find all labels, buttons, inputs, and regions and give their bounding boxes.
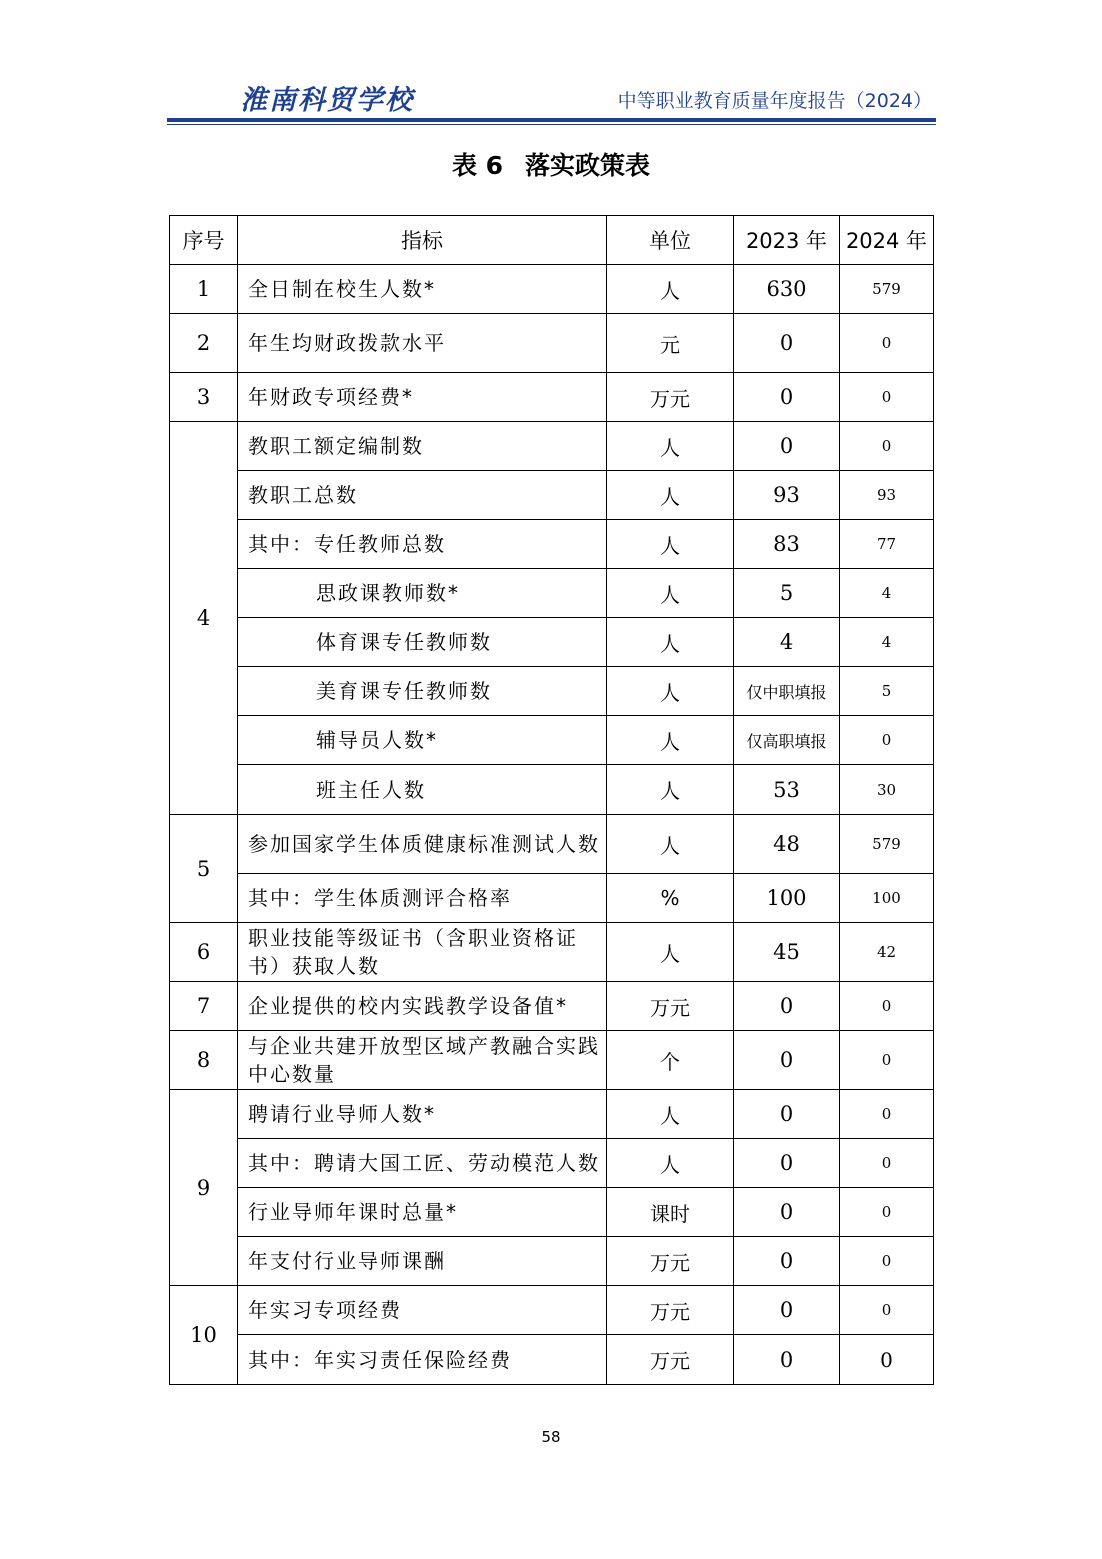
table-row (170, 923, 934, 982)
seq-cell: 8 (170, 1031, 238, 1090)
indicator-cell: 其中：年实习责任保险经费 (238, 1335, 607, 1385)
value-2024-cell: 4 (840, 569, 934, 618)
unit-cell: 人 (607, 667, 734, 716)
value-2023-cell: 630 (734, 265, 840, 314)
seq-cell: 3 (170, 373, 238, 422)
unit-cell: 人 (607, 765, 734, 815)
value-2024-cell: 0 (840, 422, 934, 471)
table-row (170, 265, 934, 314)
unit-cell: 课时 (607, 1188, 734, 1237)
column-header-2023: 2023 年 (734, 216, 840, 265)
unit-cell: 人 (607, 422, 734, 471)
value-2024-cell: 0 (840, 982, 934, 1031)
indicator-cell: 其中：专任教师总数 (238, 520, 607, 569)
unit-cell: 人 (607, 265, 734, 314)
indicator-cell: 美育课专任教师数 (238, 667, 607, 716)
seq-cell: 6 (170, 923, 238, 982)
table-row (170, 520, 934, 569)
indicator-cell: 教职工总数 (238, 471, 607, 520)
table-name: 落实政策表 (525, 151, 651, 180)
table-row (170, 982, 934, 1031)
value-2023-cell: 0 (734, 1139, 840, 1188)
unit-cell: 万元 (607, 373, 734, 422)
value-2024-cell: 579 (840, 265, 934, 314)
table-number: 表 6 (451, 151, 504, 180)
value-2023-cell: 0 (734, 1090, 840, 1139)
unit-cell: 万元 (607, 1237, 734, 1286)
table-row (170, 618, 934, 667)
column-header-seq: 序号 (170, 216, 238, 265)
value-2024-cell: 0 (840, 1031, 934, 1090)
table-row (170, 1335, 934, 1385)
value-2023-cell: 100 (734, 874, 840, 923)
value-2023-cell: 5 (734, 569, 840, 618)
indicator-cell: 企业提供的校内实践教学设备值* (238, 982, 607, 1031)
value-2023-cell: 83 (734, 520, 840, 569)
value-2024-cell: 4 (840, 618, 934, 667)
value-2024-cell: 30 (840, 765, 934, 815)
table-title (0, 146, 1102, 182)
policy-table (169, 215, 934, 1385)
unit-cell: % (607, 874, 734, 923)
page-number: 58 (541, 1428, 561, 1446)
table-row (170, 373, 934, 422)
table-row (170, 1237, 934, 1286)
value-2023-cell: 0 (734, 1335, 840, 1385)
indicator-cell: 年实习专项经费 (238, 1286, 607, 1335)
value-2024-cell: 0 (840, 1090, 934, 1139)
value-2024-cell: 0 (840, 1286, 934, 1335)
table-row (170, 815, 934, 874)
value-2023-cell: 仅中职填报 (734, 667, 840, 716)
indicator-cell: 年支付行业导师课酬 (238, 1237, 607, 1286)
indicator-cell: 年生均财政拨款水平 (238, 314, 607, 373)
value-2023-cell: 93 (734, 471, 840, 520)
indicator-cell: 班主任人数 (238, 765, 607, 815)
indicator-cell: 体育课专任教师数 (238, 618, 607, 667)
header-rule-thin (167, 124, 936, 125)
header-report-title: 中等职业教育质量年度报告（2024） (617, 90, 932, 112)
seq-cell: 2 (170, 314, 238, 373)
indicator-cell: 思政课教师数* (238, 569, 607, 618)
value-2024-cell: 93 (840, 471, 934, 520)
value-2024-cell: 100 (840, 874, 934, 923)
value-2023-cell: 0 (734, 373, 840, 422)
indicator-cell: 参加国家学生体质健康标准测试人数 (238, 815, 607, 874)
table-row (170, 667, 934, 716)
unit-cell: 人 (607, 520, 734, 569)
value-2024-cell: 0 (840, 1188, 934, 1237)
table-row (170, 1031, 934, 1090)
seq-cell: 7 (170, 982, 238, 1031)
unit-cell: 人 (607, 716, 734, 765)
table-row (170, 1286, 934, 1335)
column-header-indicator: 指标 (238, 216, 607, 265)
seq-cell: 5 (170, 815, 238, 923)
table-row (170, 1139, 934, 1188)
value-2023-cell: 45 (734, 923, 840, 982)
indicator-cell: 与企业共建开放型区域产教融合实践中心数量 (238, 1031, 607, 1090)
header-school-name: 淮南科贸学校 (240, 85, 414, 116)
seq-cell: 9 (170, 1090, 238, 1286)
value-2024-cell: 0 (840, 1139, 934, 1188)
indicator-cell: 其中：聘请大国工匠、劳动模范人数 (238, 1139, 607, 1188)
table-row (170, 569, 934, 618)
indicator-cell: 其中：学生体质测评合格率 (238, 874, 607, 923)
value-2023-cell: 0 (734, 1188, 840, 1237)
unit-cell: 人 (607, 815, 734, 874)
seq-cell: 10 (170, 1286, 238, 1385)
value-2024-cell: 0 (840, 1237, 934, 1286)
unit-cell: 万元 (607, 1335, 734, 1385)
value-2024-cell: 5 (840, 667, 934, 716)
unit-cell: 个 (607, 1031, 734, 1090)
value-2024-cell: 579 (840, 815, 934, 874)
value-2024-cell: 0 (840, 314, 934, 373)
indicator-cell: 聘请行业导师人数* (238, 1090, 607, 1139)
seq-cell: 1 (170, 265, 238, 314)
value-2023-cell: 0 (734, 982, 840, 1031)
unit-cell: 万元 (607, 982, 734, 1031)
header-rule-thick (167, 118, 936, 122)
unit-cell: 人 (607, 1139, 734, 1188)
value-2023-cell: 0 (734, 1237, 840, 1286)
value-2023-cell: 0 (734, 314, 840, 373)
indicator-cell: 年财政专项经费* (238, 373, 607, 422)
table-row (170, 874, 934, 923)
seq-cell: 4 (170, 422, 238, 815)
unit-cell: 人 (607, 569, 734, 618)
value-2023-cell: 0 (734, 1031, 840, 1090)
value-2024-cell: 42 (840, 923, 934, 982)
column-header-2024: 2024 年 (840, 216, 934, 265)
indicator-cell: 行业导师年课时总量* (238, 1188, 607, 1237)
unit-cell: 人 (607, 618, 734, 667)
table-row (170, 314, 934, 373)
table-row (170, 422, 934, 471)
value-2023-cell: 53 (734, 765, 840, 815)
value-2024-cell: 0 (840, 716, 934, 765)
value-2023-cell: 0 (734, 1286, 840, 1335)
indicator-cell: 辅导员人数* (238, 716, 607, 765)
table-row (170, 1188, 934, 1237)
value-2024-cell: 0 (840, 373, 934, 422)
indicator-cell: 职业技能等级证书（含职业资格证书）获取人数 (238, 923, 607, 982)
column-header-unit: 单位 (607, 216, 734, 265)
table-row (170, 1090, 934, 1139)
unit-cell: 万元 (607, 1286, 734, 1335)
unit-cell: 人 (607, 1090, 734, 1139)
table-row (170, 716, 934, 765)
value-2023-cell: 48 (734, 815, 840, 874)
value-2024-cell: 77 (840, 520, 934, 569)
value-2024-cell: 0 (840, 1335, 934, 1385)
unit-cell: 元 (607, 314, 734, 373)
table-row (170, 471, 934, 520)
table-row (170, 765, 934, 815)
indicator-cell: 全日制在校生人数* (238, 265, 607, 314)
table-header-row (170, 216, 934, 265)
unit-cell: 人 (607, 471, 734, 520)
indicator-cell: 教职工额定编制数 (238, 422, 607, 471)
value-2023-cell: 0 (734, 422, 840, 471)
value-2023-cell: 4 (734, 618, 840, 667)
value-2023-cell: 仅高职填报 (734, 716, 840, 765)
unit-cell: 人 (607, 923, 734, 982)
